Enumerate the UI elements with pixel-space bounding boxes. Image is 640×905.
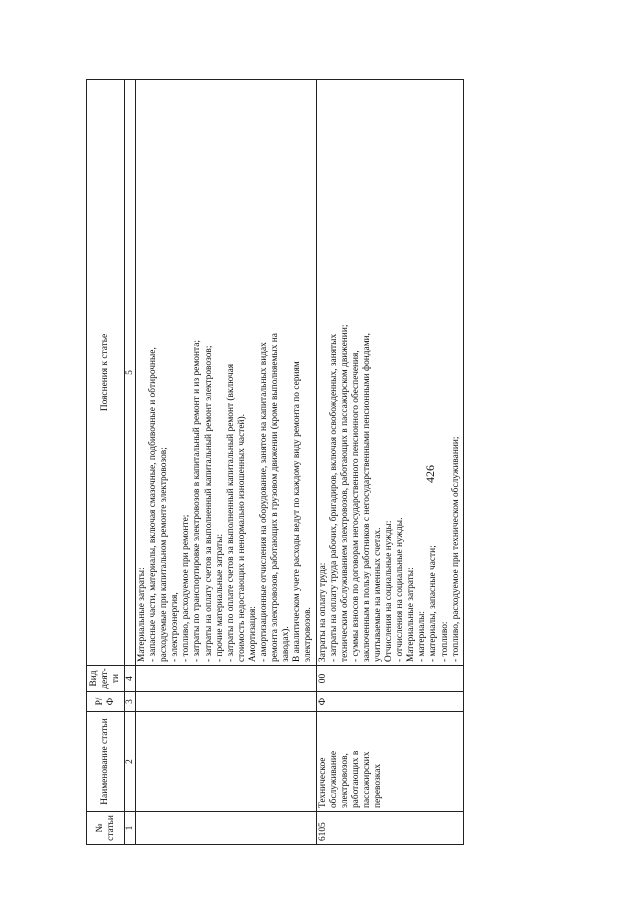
explanation-line: Отчисления на социальные нужды: bbox=[384, 520, 395, 662]
page-number: 426 bbox=[423, 465, 437, 483]
explanation-line: - суммы взносов по договорам негосударственного пенсионного обеспечения, bbox=[350, 350, 361, 662]
col-number: 3 bbox=[125, 692, 136, 712]
cell-explanation bbox=[316, 80, 463, 666]
explanation-line: - затраты по оплате счетов за выполненный капитальный ремонт (включая bbox=[225, 363, 236, 662]
explanation-line: Материальные затраты: bbox=[406, 567, 417, 662]
explanation-line: стоимость недостающих и ненормально изношенных частей). bbox=[236, 414, 247, 662]
explanation-line: - материалы: bbox=[417, 610, 428, 662]
explanation-line: расходуемые при капитальном ремонте электровозов; bbox=[159, 447, 170, 662]
explanation-line: - амортизационные отчисления на оборудование, занятое на капитальных видах bbox=[259, 342, 270, 662]
explanation-line: - материалы, запасные части; bbox=[428, 545, 439, 662]
explanation-line: В аналитическом учете расходы ведут по каждому виду ремонта по сериям bbox=[292, 361, 303, 662]
explanation-line: Затраты на оплату труда: bbox=[317, 562, 328, 662]
cell-name bbox=[136, 712, 317, 812]
explanation-line: - топливо: bbox=[439, 621, 450, 662]
col-number: 1 bbox=[125, 812, 136, 845]
cell-num bbox=[136, 812, 317, 845]
explanation-line: - электроэнергия, bbox=[170, 592, 181, 662]
explanation-line: Амортизация: bbox=[247, 606, 258, 662]
cell-explanation bbox=[136, 80, 317, 666]
header-num: № статьи bbox=[87, 812, 125, 845]
cell-vid bbox=[136, 666, 317, 692]
header-explanation: Пояснения к статье bbox=[87, 80, 125, 666]
cell-vid: 00 bbox=[316, 666, 463, 692]
col-number: 4 bbox=[125, 666, 136, 692]
header-rf: Р/ Ф bbox=[87, 692, 125, 712]
cell-num: 6105 bbox=[316, 812, 463, 845]
col-number: 5 bbox=[125, 80, 136, 666]
explanation-line: ремонта электровозов, работающих в грузовом движении (кроме выполняемых на bbox=[270, 333, 281, 662]
header-name: Наименование статьи bbox=[87, 712, 125, 812]
explanation-line: техническим обслуживанием электровозов, работающих в пассажирском движении; bbox=[339, 324, 350, 662]
explanation-line: - затраты на оплату счетов за выполненный капитальный ремонт электровозов; bbox=[203, 345, 214, 662]
explanation-line: электровозов. bbox=[303, 607, 314, 662]
column-number-row bbox=[125, 80, 136, 845]
col-number: 2 bbox=[125, 712, 136, 812]
explanation-line: - затраты на оплату труда рабочих, бригадиров, включая освобожденных, занятых bbox=[328, 333, 339, 662]
explanation-line: - топливо, расходуемое при ремонте; bbox=[181, 514, 192, 662]
explanation-line: - запасные части, материалы, включая смазочные, подбивочные и обтирочные, bbox=[148, 347, 159, 662]
table-row bbox=[316, 80, 463, 845]
header-row bbox=[87, 80, 125, 845]
explanation-line: учитываемые на именных счетах. bbox=[372, 527, 383, 662]
explanation-line: заводах). bbox=[281, 626, 292, 662]
table-row bbox=[136, 80, 317, 845]
cost-items-table bbox=[86, 79, 464, 845]
header-vid: Вид деят-ти bbox=[87, 666, 125, 692]
cell-name: Техническое обслуживание электровозов, работающих в пассажирских перевозках bbox=[316, 712, 463, 812]
cell-rf: Ф bbox=[316, 692, 463, 712]
explanation-line: заключенным в пользу работников с негосударственными пенсионными фондами, bbox=[361, 333, 372, 662]
cell-rf bbox=[136, 692, 317, 712]
explanation-line: - отчисления на социальные нужды. bbox=[395, 517, 406, 662]
explanation-line: Материальные затраты: bbox=[137, 567, 147, 662]
explanation-line: - прочие материальные затраты: bbox=[214, 533, 225, 662]
explanation-line: - топливо, расходуемое при техническом обслуживании; bbox=[450, 436, 461, 662]
explanation-line: - затраты по транспортировке электровозов в капитальный ремонт и из ремонта; bbox=[192, 340, 203, 662]
